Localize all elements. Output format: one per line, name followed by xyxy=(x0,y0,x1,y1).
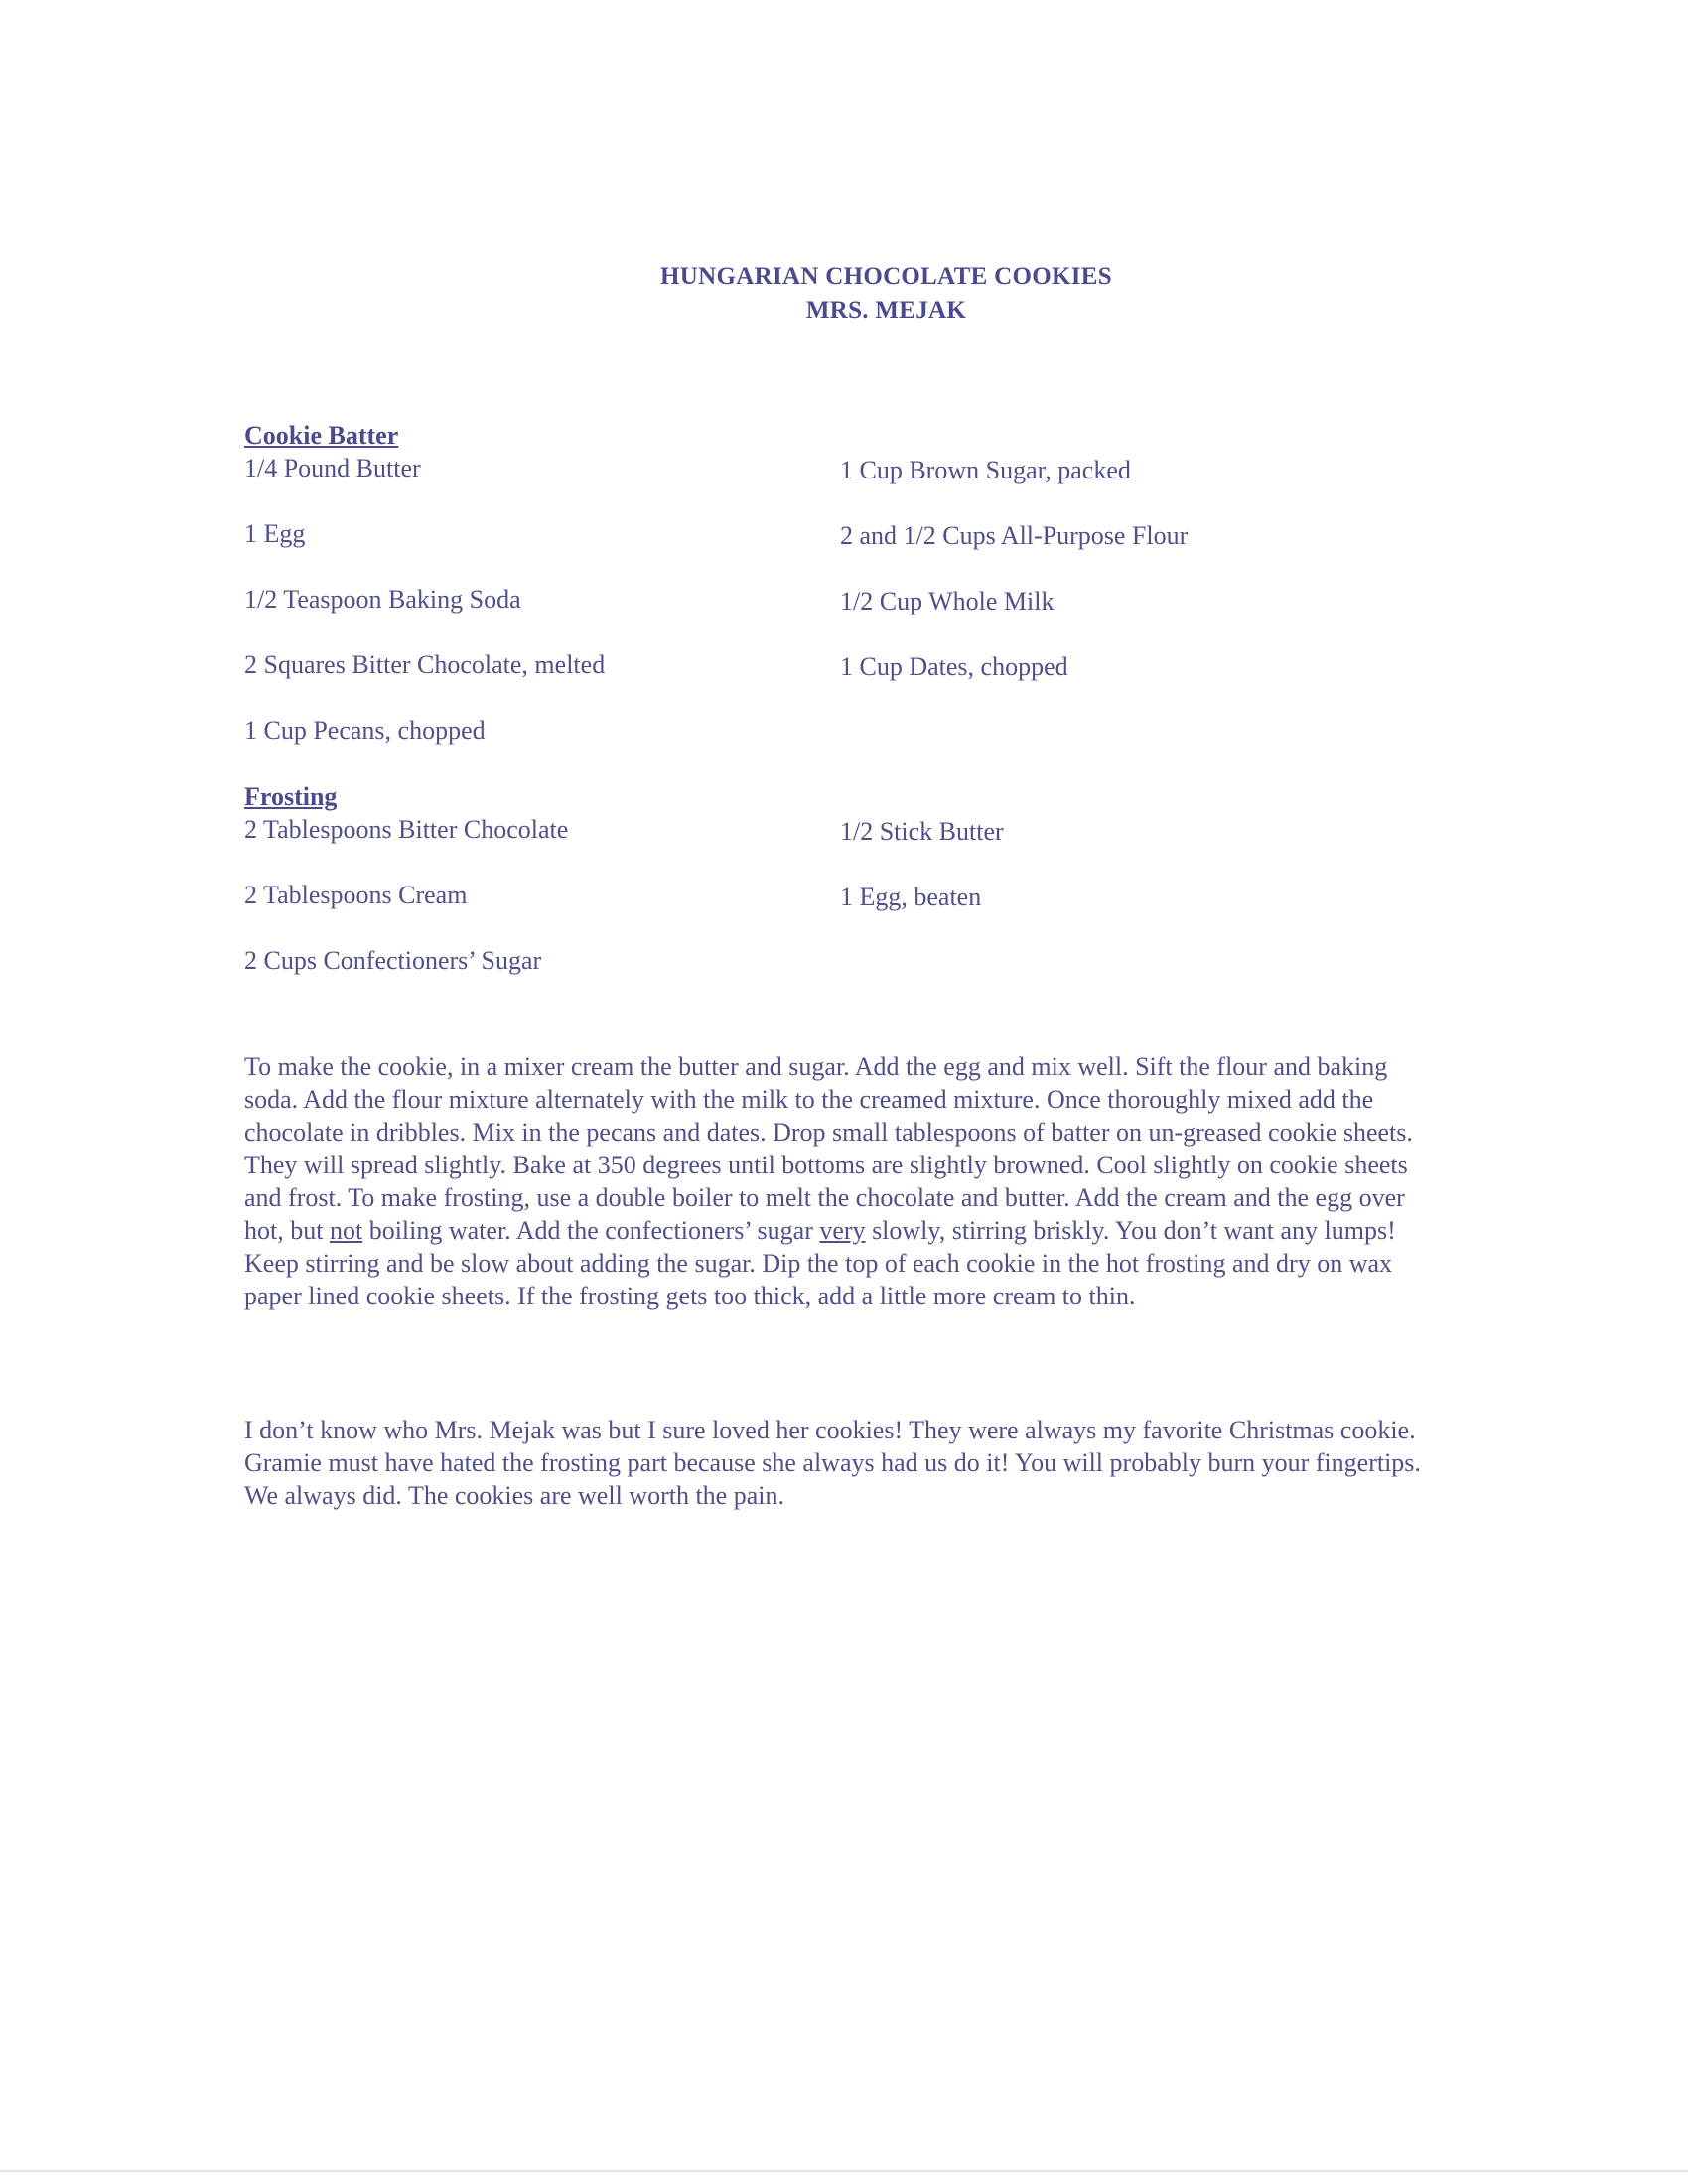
recipe-author: MRS. MEJAK xyxy=(805,297,967,324)
personal-note-text: I don’t know who Mrs. Mejak was but I sure loved her cookies! They were always my favorite Christmas cookie. Gramie must have hated the frosting part because she always had us do it! You will probably burn your fingertips. We always did. The cookies are well worth the pain. xyxy=(244,1416,1421,1510)
ingredient-item: 1/2 Teaspoon Baking Soda xyxy=(244,585,521,614)
ingredient-item: 1/2 Stick Butter xyxy=(840,817,1004,846)
ingredient-item: 1 Egg, beaten xyxy=(840,883,982,911)
ingredient-item: 2 Squares Bitter Chocolate, melted xyxy=(244,650,606,679)
ingredient-item: 1 Cup Dates, chopped xyxy=(840,652,1068,681)
ingredient-item: 2 Tablespoons Bitter Chocolate xyxy=(244,815,569,844)
frosting-heading: Frosting xyxy=(244,782,338,811)
cookie-batter-heading: Cookie Batter xyxy=(244,421,399,450)
ingredient-item: 1/2 Cup Whole Milk xyxy=(840,587,1055,615)
recipe-title-block xyxy=(0,260,1688,328)
recipe-title: HUNGARIAN CHOCOLATE COOKIES xyxy=(660,263,1112,290)
ingredient-item: 2 and 1/2 Cups All-Purpose Flour xyxy=(840,521,1189,550)
personal-note xyxy=(244,1414,1436,1512)
instructions-text: boiling water. Add the confectioners’ sugar xyxy=(362,1216,820,1245)
instructions-text: slowly, stirring briskly. You don’t want any lumps! Keep stirring and be slow about adding the sugar. Dip the top of each cookie in the hot frosting and dry on wax paper lined cookie sheets. If the frosting gets too thick, add a little more cream to thin. xyxy=(244,1216,1396,1310)
ingredient-item: 1 Cup Pecans, chopped xyxy=(244,716,486,745)
ingredient-item: 1 Cup Brown Sugar, packed xyxy=(840,456,1131,484)
instructions-text: To make the cookie, in a mixer cream the butter and sugar. Add the egg and mix well. Sift the flour and baking soda. Add the flour mixture alternately with the milk to the creamed mixture. Once thoroughly mixed add the chocolate in dribbles. Mix in the pecans and dates. Drop small tablespoons of batter on un-greased cookie sheets. They will spread slightly. Bake at 350 degrees until bottoms are slightly browned. Cool slightly on cookie sheets and frost. To make frosting, use a double boiler to melt the chocolate and butter. Add the cream and the egg over hot, but xyxy=(244,1052,1413,1245)
ingredient-item: 2 Tablespoons Cream xyxy=(244,881,468,909)
ingredient-item: 2 Cups Confectioners’ Sugar xyxy=(244,946,542,975)
ingredient-item: 1 Egg xyxy=(244,519,306,548)
instructions-emphasis: very xyxy=(819,1216,866,1245)
instructions-emphasis: not xyxy=(329,1216,363,1245)
instructions-paragraph xyxy=(244,1050,1436,1312)
page-bottom-edge xyxy=(0,2170,1688,2172)
ingredient-item: 1/4 Pound Butter xyxy=(244,454,421,482)
